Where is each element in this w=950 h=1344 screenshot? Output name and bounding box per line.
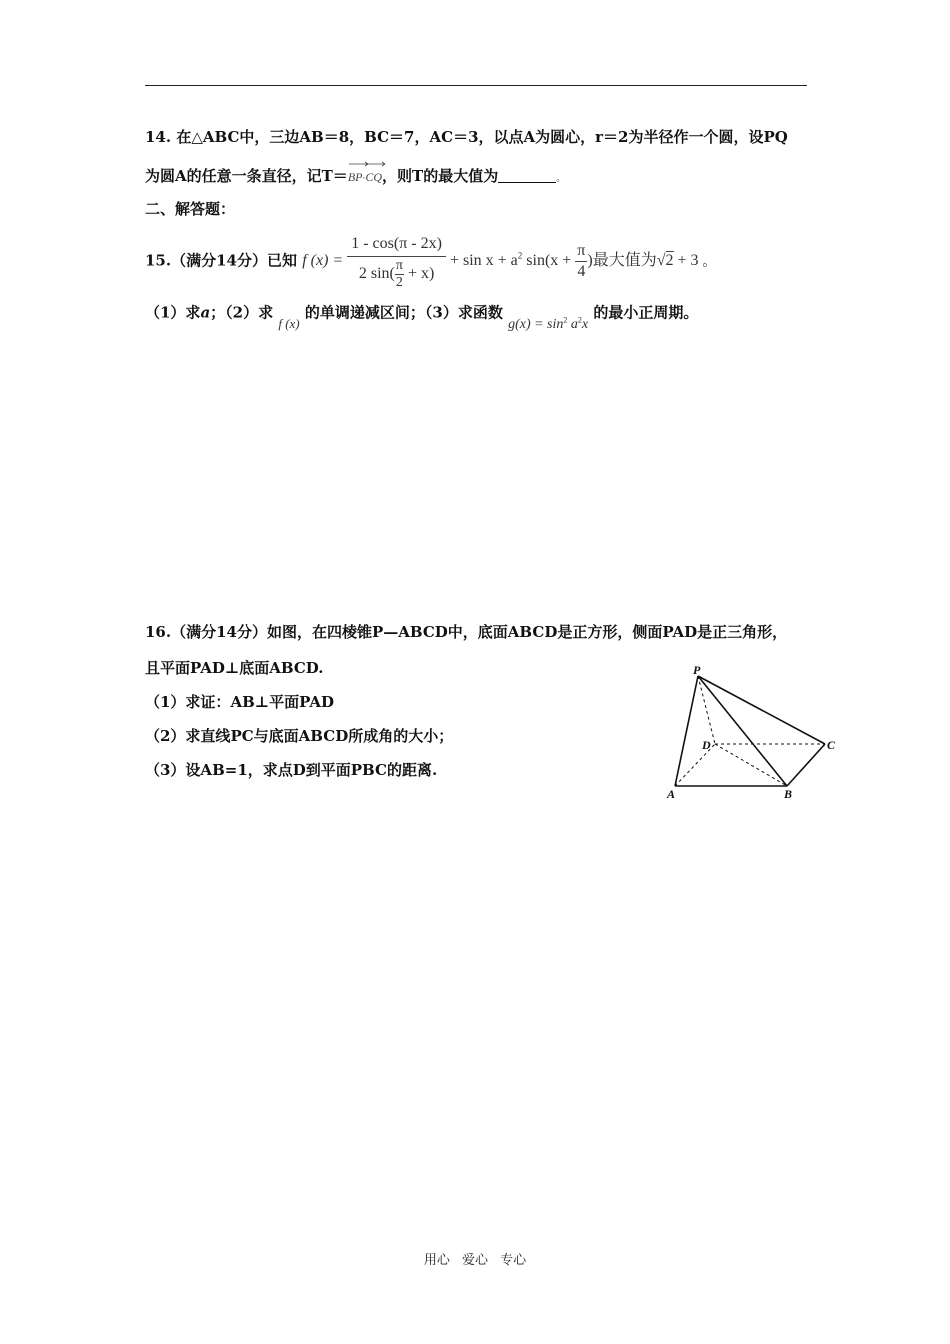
- pyramid-figure: [665, 662, 840, 802]
- vector-bp: BP: [348, 163, 363, 187]
- var-a: a: [200, 303, 211, 322]
- q15-part1: （1）求: [145, 303, 201, 322]
- label-a: A: [667, 787, 676, 801]
- q16-line1: 16.（满分14分）如图，在四棱锥P—ABCD中，底面ABCD是正方形，侧面PAD是正三角形，: [145, 623, 788, 641]
- q15-line2: [145, 298, 699, 332]
- label-b: B: [784, 787, 793, 801]
- q14-line2: [145, 163, 565, 189]
- formula-mid: + sin x + a: [449, 252, 518, 270]
- q15-formula: f (x) = 1 - cos(π - 2x) 2 sin( $\frac{\pi}{2}$ + x) + $\sin x + a^2$ sin(x + $\frac{\pi}{4}$ )最大值为√2 + 3: [302, 234, 699, 290]
- q14-number: 14.: [145, 128, 172, 146]
- edge-bc: [787, 744, 825, 786]
- q15-part3-end: 的最小正周期。: [593, 303, 699, 322]
- section-heading: 二、解答题：: [145, 200, 236, 218]
- edge-pc: [698, 676, 825, 744]
- label-p: P: [693, 663, 701, 677]
- q16-item2: （2）求直线PC与底面ABCD所成角的大小；: [145, 727, 454, 745]
- q15-part3: 的单调递减区间；（3）求函数: [304, 303, 503, 322]
- q14-line1: [145, 127, 788, 147]
- q15-line1: [145, 225, 716, 290]
- answer-blank: [498, 168, 556, 183]
- formula-fraction: [347, 234, 446, 290]
- q14-text-a: 在△ABC中，三边AB＝8，BC＝7，AC＝3，以点A为圆心，r＝2为半径作一个圆，设PQ: [176, 128, 788, 146]
- q15-end: 。: [702, 254, 716, 270]
- q16-line2: 且平面PAD⊥底面ABCD.: [145, 659, 324, 677]
- page-footer: 用心 爱心 专心: [423, 1253, 527, 1268]
- fraction-denominator: 2 sin( $\frac{\pi}{2}$ + x): [358, 257, 435, 290]
- q15-prefix: 15.（满分14分）已知: [145, 251, 297, 270]
- q14-text-b: 为圆A的任意一条直径，记T＝: [145, 167, 348, 185]
- fx-expression: f (x): [278, 315, 300, 331]
- gx-expression: $g(x) = \sin^2 a^2x$: [508, 315, 589, 332]
- q16-item3: （3）设AB=1，求点D到平面PBC的距离.: [145, 761, 438, 779]
- q15-part2: ；（2）求: [210, 303, 274, 322]
- label-c: C: [827, 738, 836, 752]
- q14-end: 。: [556, 174, 566, 184]
- q16-item1: （1）求证：AB⊥平面PAD: [145, 693, 334, 711]
- formula-sin: sin(x +: [526, 252, 572, 270]
- fraction-numerator: 1 - cos(π - 2x): [347, 234, 446, 257]
- edge-db: [715, 744, 787, 786]
- header-rule: [145, 85, 807, 86]
- edge-pa: [675, 676, 698, 786]
- label-d: D: [702, 738, 711, 752]
- q14-text-c: ，则T的最大值为: [382, 167, 499, 185]
- pi-over-four: $\frac{\pi}{4}$: [577, 242, 586, 281]
- formula-tail: )最大值为: [587, 252, 657, 270]
- vector-cq: CQ: [365, 163, 382, 187]
- formula-lhs: f (x) =: [302, 252, 344, 270]
- dot-product: ·: [362, 174, 366, 184]
